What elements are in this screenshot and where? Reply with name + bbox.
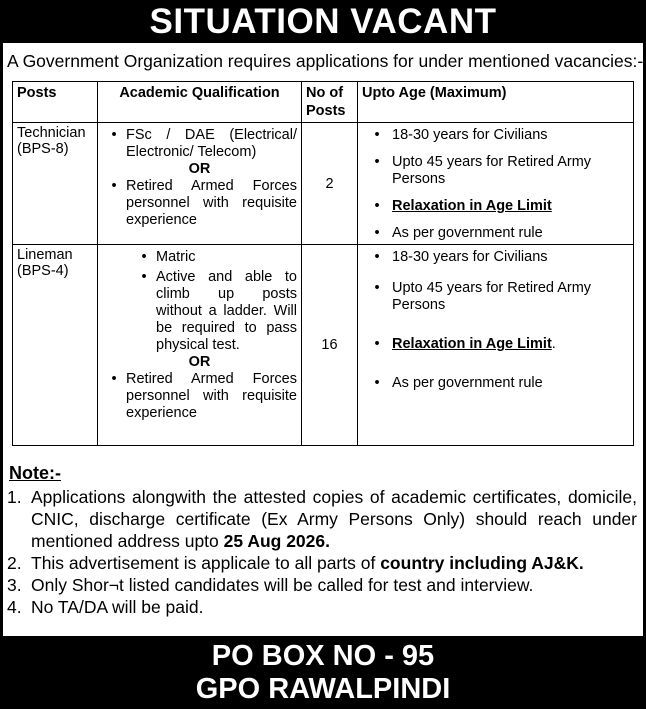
qualification-item: Matric bbox=[156, 249, 196, 265]
note-item bbox=[7, 596, 637, 618]
bullet-icon: • bbox=[141, 269, 147, 285]
qualification-item: Retired Armed Forces personnel with requisite experience bbox=[126, 371, 297, 421]
header-num-posts: No of Posts bbox=[302, 82, 358, 123]
note-bold: 25 Aug 2026. bbox=[223, 531, 330, 551]
page-title: SITUATION VACANT bbox=[0, 0, 646, 43]
note-item bbox=[7, 486, 637, 552]
note-number: 4. bbox=[7, 597, 22, 617]
note-text: No TA/DA will be paid. bbox=[31, 597, 204, 617]
notes-title: Note:- bbox=[9, 463, 61, 483]
note-number: 1. bbox=[7, 487, 22, 507]
note-text: This advertisement is applicale to all parts of bbox=[31, 553, 381, 573]
qualification-cell bbox=[98, 245, 302, 446]
note-text: Only Shor¬t listed candidates will be called for test and interview. bbox=[31, 575, 534, 595]
bullet-icon: • bbox=[374, 249, 380, 265]
age-relaxation: Relaxation in Age Limit bbox=[392, 198, 552, 214]
bullet-icon: • bbox=[374, 280, 380, 296]
bullet-icon: • bbox=[374, 225, 380, 241]
bullet-icon: • bbox=[111, 178, 117, 194]
bullet-icon: • bbox=[111, 371, 117, 387]
or-label: OR bbox=[188, 354, 211, 370]
gpo-address: GPO RAWALPINDI bbox=[195, 673, 451, 705]
post-name: Technician (BPS-8) bbox=[13, 123, 98, 245]
age-item: Upto 45 years for Retired Army Persons bbox=[392, 154, 592, 187]
note-item bbox=[7, 574, 637, 596]
intro-text: A Government Organization requires applications for under mentioned vacancies:- bbox=[7, 51, 644, 71]
post-name: Lineman (BPS-4) bbox=[13, 245, 98, 446]
advertisement-body bbox=[3, 43, 643, 636]
note-number: 3. bbox=[7, 575, 22, 595]
bullet-icon: • bbox=[374, 198, 380, 214]
age-cell bbox=[358, 123, 634, 245]
age-suffix: . bbox=[551, 336, 556, 352]
table-row bbox=[13, 245, 634, 446]
qualification-item: Active and able to climb up posts without a ladder. Will be required to pass physical test. bbox=[156, 269, 297, 353]
age-relaxation: Relaxation in Age Limit bbox=[392, 336, 552, 352]
header-qualification: Academic Qualification bbox=[98, 82, 302, 123]
num-posts: 2 bbox=[302, 123, 358, 245]
or-label: OR bbox=[188, 161, 211, 177]
note-bold: country including AJ&K. bbox=[380, 553, 584, 573]
header-posts: Posts bbox=[13, 82, 98, 123]
bullet-icon: • bbox=[374, 375, 380, 391]
age-item: 18-30 years for Civilians bbox=[392, 249, 548, 265]
age-item: Upto 45 years for Retired Army Persons bbox=[392, 280, 592, 313]
qualification-cell bbox=[98, 123, 302, 245]
note-number: 2. bbox=[7, 553, 22, 573]
age-item: As per government rule bbox=[392, 225, 543, 241]
note-text: Applications alongwith the attested copies of academic certificates, domicile, CNIC, discharge certificate (Ex Army Persons Only) should reach under mentioned address upto bbox=[31, 487, 637, 551]
age-cell bbox=[358, 245, 634, 446]
age-item: 18-30 years for Civilians bbox=[392, 127, 548, 143]
num-posts: 16 bbox=[302, 245, 358, 446]
qualification-item: Retired Armed Forces personnel with requisite experience bbox=[126, 178, 297, 228]
address-footer bbox=[0, 636, 646, 709]
bullet-icon: • bbox=[374, 127, 380, 143]
note-item bbox=[7, 552, 637, 574]
bullet-icon: • bbox=[374, 336, 380, 352]
header-age: Upto Age (Maximum) bbox=[358, 82, 634, 123]
table-row bbox=[13, 123, 634, 245]
bullet-icon: • bbox=[111, 127, 117, 143]
age-item: As per government rule bbox=[392, 375, 543, 391]
po-box: PO BOX NO - 95 bbox=[211, 640, 435, 672]
table-header-row bbox=[13, 82, 634, 123]
bullet-icon: • bbox=[141, 249, 147, 265]
qualification-item: FSc / DAE (Electrical/ Electronic/ Telecom) bbox=[126, 127, 297, 160]
notes-list bbox=[7, 486, 637, 618]
bullet-icon: • bbox=[374, 154, 380, 170]
vacancy-table bbox=[12, 81, 634, 446]
